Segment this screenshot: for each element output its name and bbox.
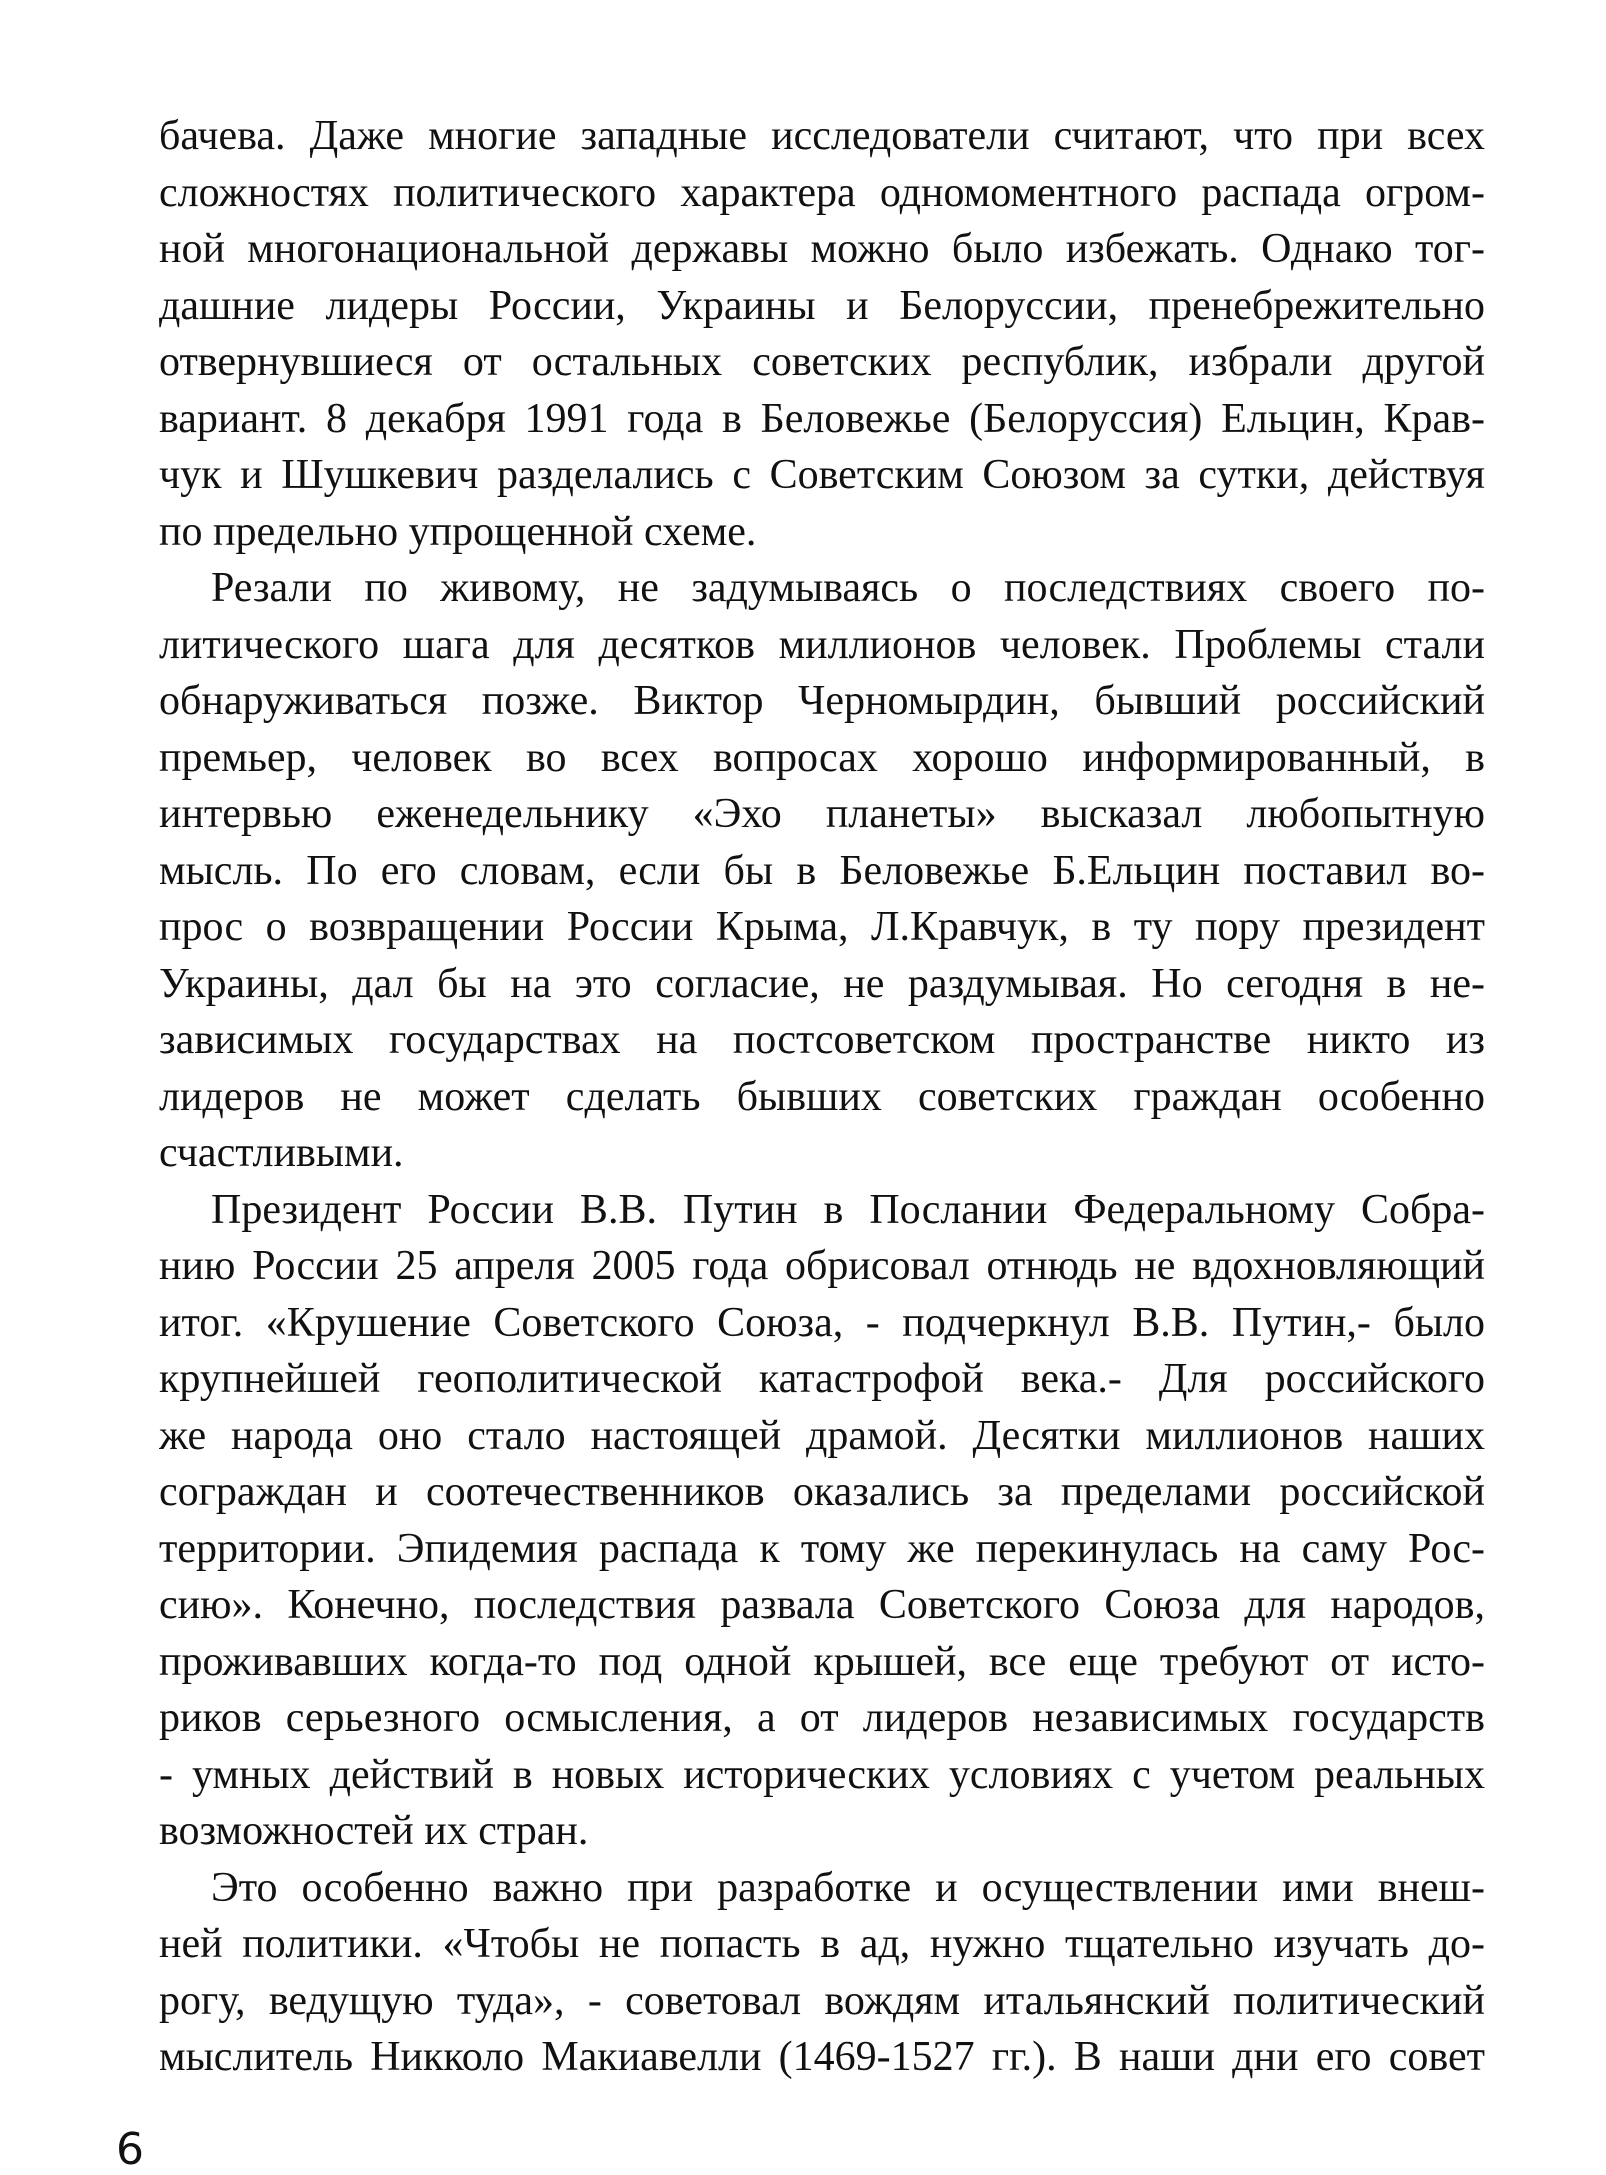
text-line: дашние лидеры России, Украины и Белоруссии, пренебрежительно xyxy=(159,282,1485,329)
text-line: крупнейшей геополитической катастрофой века.- Для российского xyxy=(159,1356,1485,1402)
text-line: обнаруживаться позже. Виктор Черномырдин, бывший российский xyxy=(159,678,1485,724)
text-line: ней политики. «Чтобы не попасть в ад, нужно тщательно изучать до- xyxy=(159,1921,1485,1967)
text-line: интервью еженедельнику «Эхо планеты» высказал любопытную xyxy=(159,791,1485,837)
text-line: чук и Шушкевич разделались с Советским Союзом за сутки, действуя xyxy=(159,452,1485,498)
text-line: счастливыми. xyxy=(159,1130,404,1176)
text-line: прос о возвращении России Крыма, Л.Кравчук, в ту пору президент xyxy=(159,904,1485,950)
text-line: литического шага для десятков миллионов человек. Проблемы стали xyxy=(159,621,1485,668)
paragraph-3 xyxy=(159,1182,1485,1860)
page-number: 6 xyxy=(116,2124,144,2175)
text-line: рогу, ведущую туда», - советовал вождям итальянский политический xyxy=(159,1977,1485,2024)
text-line: Резали по живому, не задумываясь о последствиях своего по- xyxy=(211,565,1485,611)
text-line: итог. «Крушение Советского Союза, - подчеркнул В.В. Путин,- было xyxy=(159,1299,1485,1346)
text-line: риков серьезного осмысления, а от лидеров независимых государств xyxy=(159,1695,1485,1741)
body-text xyxy=(159,108,1485,2086)
text-line: отвернувшиеся от остальных советских республик, избрали другой xyxy=(159,339,1485,385)
text-line: Украины, дал бы на это согласие, не раздумывая. Но сегодня в не- xyxy=(159,960,1485,1007)
text-line: сию». Конечно, последствия развала Советского Союза для народов, xyxy=(159,1582,1485,1628)
text-line: мысль. По его словам, если бы в Беловежье Б.Ельцин поставил во- xyxy=(159,847,1485,894)
text-line: возможностей их стран. xyxy=(159,1808,589,1854)
text-line: лидеров не может сделать бывших советских граждан особенно xyxy=(159,1073,1485,1120)
paragraph-4 xyxy=(159,1860,1485,2086)
text-line: сограждан и соотечественников оказались за пределами российской xyxy=(159,1469,1485,1515)
text-line: сложностях политического характера одномоментного распада огром- xyxy=(159,169,1485,216)
text-line: премьер, человек во всех вопросах хорошо информированный, в xyxy=(159,734,1485,781)
text-line: вариант. 8 декабря 1991 года в Беловежье (Белоруссия) Ельцин, Крав- xyxy=(159,395,1485,442)
text-line: ной многонациональной державы можно было избежать. Однако тог- xyxy=(159,226,1485,272)
text-line: мыслитель Никколо Макиавелли (1469-1527 гг.). В наши дни его совет xyxy=(159,2034,1485,2080)
text-line: Это особенно важно при разработке и осуществлении ими внеш- xyxy=(211,1864,1485,1911)
text-line: Президент России В.В. Путин в Послании Федеральному Собра- xyxy=(211,1186,1485,1233)
text-line: зависимых государствах на постсоветском пространстве никто из xyxy=(159,1017,1485,1063)
text-line: же народа оно стало настоящей драмой. Десятки миллионов наших xyxy=(159,1412,1485,1459)
text-line: по предельно упрощенной схеме. xyxy=(159,508,757,555)
text-line: проживавших когда-то под одной крышей, все еще требуют от исто- xyxy=(159,1638,1485,1685)
paragraph-1 xyxy=(159,108,1485,560)
text-line: нию России 25 апреля 2005 года обрисовал отнюдь не вдохновляющий xyxy=(159,1243,1485,1289)
text-line: - умных действий в новых исторических условиях с учетом реальных xyxy=(159,1751,1485,1798)
text-line: территории. Эпидемия распада к тому же перекинулась на саму Рос- xyxy=(159,1525,1485,1572)
text-line: бачева. Даже многие западные исследователи считают, что при всех xyxy=(159,113,1485,159)
paragraph-2 xyxy=(159,560,1485,1182)
